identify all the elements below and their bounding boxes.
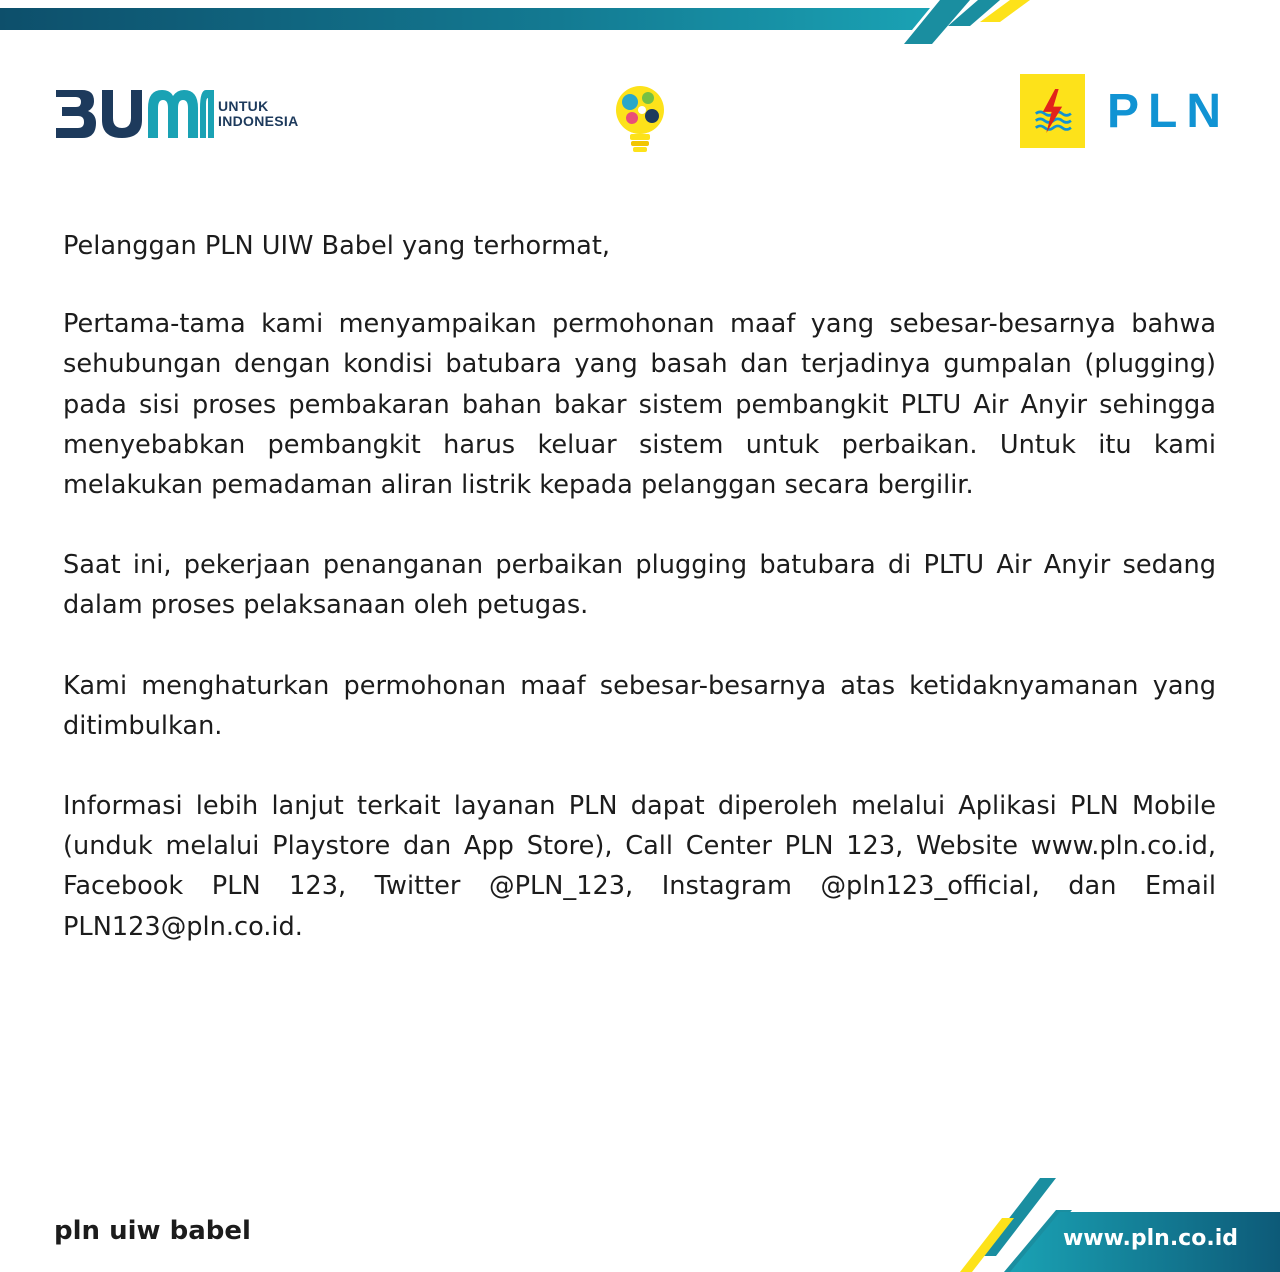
footer-account-name: pln uiw babel: [54, 1216, 251, 1246]
letter-salutation: Pelanggan PLN UIW Babel yang terhormat,: [63, 231, 611, 261]
bumn-tagline-line1: UNTUK: [218, 98, 269, 114]
top-decorative-band: [0, 0, 1280, 50]
bumn-tagline-line2: INDONESIA: [218, 113, 299, 129]
letter-paragraph: Informasi lebih lanjut terkait layanan PLN dapat diperoleh melalui Aplikasi PLN Mobile (unduk melalui Playstore dan App Store), Call Center PLN 123, Website www.pln.co.id, Facebook PLN 123, Twitter @PLN_123, Instagram @pln123_official, dan Email PLN123@pln.co.id.: [63, 791, 1216, 942]
bumn-logo-mark: [54, 86, 214, 142]
pln-lightning-icon: [1020, 74, 1085, 148]
letter-paragraph: Saat ini, pekerjaan penanganan perbaikan plugging batubara di PLTU Air Anyir sedang dalam proses pelaksanaan oleh petugas.: [63, 550, 1216, 621]
bottom-decorative-band: [940, 1172, 1280, 1272]
letter-body: [63, 226, 1216, 947]
bumn-logo: [54, 84, 324, 144]
pln-logo: [1020, 74, 1230, 148]
letter-paragraph: Pertama-tama kami menyampaikan permohonan maaf yang sebesar-besarnya bahwa sehubungan dengan kondisi batubara yang basah dan terjadinya gumpalan (plugging) pada sisi proses pembakaran bahan bakar sistem pembangkit PLTU Air Anyir sehingga menyebabkan pembangkit harus keluar sistem untuk perbaikan. Untuk itu kami melakukan pemadaman aliran listrik kepada pelanggan secara bergilir.: [63, 309, 1216, 501]
letter-paragraph: Kami menghaturkan permohonan maaf sebesar-besarnya atas ketidaknyamanan yang ditimbulkan.: [63, 670, 1216, 741]
footer-website[interactable]: www.pln.co.id: [1062, 1226, 1238, 1251]
lightbulb-logo: [608, 82, 672, 156]
bumn-tagline: [218, 99, 299, 129]
pln-logo-text: PLN: [1107, 84, 1230, 138]
